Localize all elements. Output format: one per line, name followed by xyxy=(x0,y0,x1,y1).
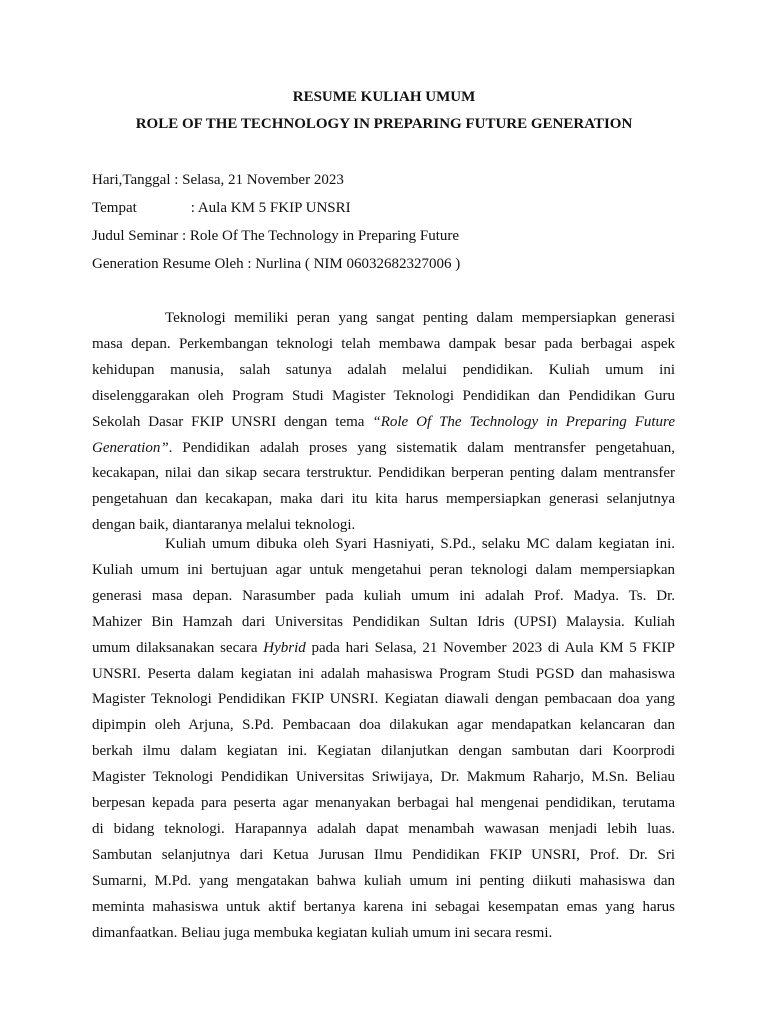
paragraph-line: berpesan kepada para peserta agar menanyakan berbagai hal mengenai pendidikan, terutama xyxy=(92,795,675,812)
paragraph-line: Magister Teknologi Pendidikan FKIP UNSRI. Kegiatan diawali dengan pembacaan doa yang xyxy=(92,691,675,708)
meta-place-label: Tempat xyxy=(92,200,137,216)
paragraph-line: Kuliah umum dibuka oleh Syari Hasniyati, S.Pd., selaku MC dalam kegiatan ini. xyxy=(165,536,675,552)
paragraph-line: Magister Teknologi Pendidikan Universitas Sriwijaya, Dr. Makmum Raharjo, M.Sn. Beliau xyxy=(92,769,675,786)
paragraph-line: dimanfaatkan. Beliau juga membuka kegiatan kuliah umum ini secara resmi. xyxy=(92,924,553,941)
italic-hybrid: Hybrid xyxy=(263,639,306,656)
text-run: Sekolah Dasar FKIP UNSRI dengan tema xyxy=(92,413,373,430)
paragraph-line: diselenggarakan oleh Program Studi Magister Teknologi Pendidikan dan Pendidikan Guru xyxy=(92,387,675,404)
document-subtitle: ROLE OF THE TECHNOLOGY IN PREPARING FUTURE GENERATION xyxy=(135,116,633,132)
paragraph-line: Sambutan selanjutnya dari Ketua Jurusan Ilmu Pendidikan FKIP UNSRI, Prof. Dr. Sri xyxy=(92,846,675,863)
meta-place-value: : Aula KM 5 FKIP UNSRI xyxy=(190,200,351,216)
meta-date-label: Hari,Tanggal xyxy=(92,172,171,188)
italic-theme: Generation” xyxy=(92,439,169,456)
paragraph-line: generasi masa depan. Narasumber pada kuliah umum ini adalah Prof. Madya. Ts. Dr. xyxy=(92,587,675,604)
paragraph-line: Teknologi memiliki peran yang sangat penting dalam mempersiapkan generasi xyxy=(165,310,675,326)
text-run: pada hari Selasa, 21 November 2023 di Aula KM 5 FKIP xyxy=(305,639,675,656)
paragraph-line xyxy=(92,410,675,436)
paragraph-intro xyxy=(92,306,675,539)
paragraph-line: Kuliah umum ini bertujuan agar untuk mengetahui peran teknologi dalam mempersiapkan xyxy=(92,561,675,578)
paragraph-line: dengan baik, diantaranya melalui teknologi. xyxy=(92,517,356,534)
paragraph-line: dipimpin oleh Arjuna, S.Pd. Pembacaan doa dilakukan agar mendapatkan kelancaran dan xyxy=(92,717,675,734)
paragraph-line: berkah ilmu dalam kegiatan ini. Kegiatan dilanjutkan dengan sambutan dari Koorprodi xyxy=(92,743,675,760)
text-run: . Pendidikan adalah proses yang sistematik dalam mentransfer pengetahuan, xyxy=(168,439,675,456)
italic-theme: “Role Of The Technology in Preparing Future xyxy=(372,413,675,430)
meta-seminar-title: Judul Seminar : Role Of The Technology in Preparing Future xyxy=(92,228,460,244)
meta-date xyxy=(92,171,692,189)
text-run: umum dilaksanakan secara xyxy=(92,639,264,656)
paragraph-event xyxy=(92,532,675,947)
paragraph-line xyxy=(92,436,675,462)
document-title: RESUME KULIAH UMUM xyxy=(292,89,476,105)
paragraph-line: meminta mahasiswa untuk aktif bertanya karena ini sebagai kesempatan emas yang harus xyxy=(92,898,675,915)
meta-place xyxy=(92,199,692,217)
paragraph-line: Mahizer Bin Hamzah dari Universitas Pendidikan Sultan Idris (UPSI) Malaysia. Kuliah xyxy=(92,613,675,630)
paragraph-line: di bidang teknologi. Harapannya adalah dapat menambah wawasan menjadi lebih luas. xyxy=(92,820,675,837)
paragraph-line: kehidupan manusia, salah satunyа adalah melalui pendidikan. Kuliah umum ini xyxy=(92,361,675,378)
paragraph-line: kecakapan, nilai dan sikap secara terstruktur. Pendidikan berperan penting dalam mentransfer xyxy=(92,465,675,482)
paragraph-line: pengetahuan dan kecakapan, maka dari itu kita harus mempersiapkan generasi selanjutnya xyxy=(92,491,675,508)
meta-date-value: : Selasa, 21 November 2023 xyxy=(174,172,344,188)
paragraph-line xyxy=(92,636,675,662)
paragraph-line: masa depan. Perkembangan teknologi telah membawa dampak besar pada berbagai aspek xyxy=(92,335,675,352)
paragraph-line: UNSRI. Peserta dalam kegiatan ini adalah mahasiswa Program Studi PGSD dan mahasiswa xyxy=(92,665,675,682)
meta-author: Generation Resume Oleh : Nurlina ( NIM 06032682327006 ) xyxy=(92,256,461,272)
paragraph-line: Sumarni, M.Pd. yang mengatakan bahwa kuliah umum ini penting diikuti mahasiswa dan xyxy=(92,872,675,889)
